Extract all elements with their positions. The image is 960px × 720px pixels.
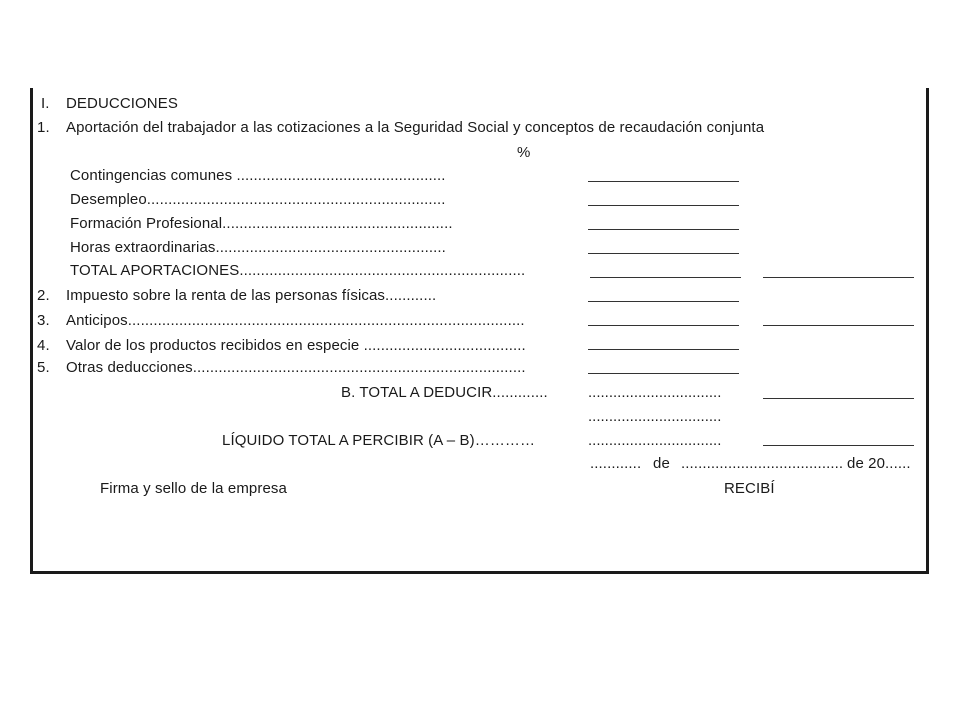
date-year-field[interactable]: de 20...... [847,455,911,472]
blank-percent-anticipos[interactable] [588,325,739,326]
blank-percent-irpf[interactable] [588,301,739,302]
item-5-text: Otras deducciones.............................................................................. [66,359,526,376]
subitem-total-aportaciones: TOTAL APORTACIONES................................................................... [70,262,526,279]
blank-amount-liquido[interactable] [763,445,914,446]
item-1-text: Aportación del trabajador a las cotizaciones a la Seguridad Social y conceptos de recaudación conjunta [66,119,765,136]
item-1-number: 1. [37,119,50,136]
section-number: I. [41,95,50,112]
dotted-field-extra[interactable]: ................................ [588,408,722,425]
subitem-horas-extra: Horas extraordinarias...................................................... [70,239,446,256]
blank-percent-contingencias[interactable] [588,181,739,182]
blank-amount-total-deducir[interactable] [763,398,914,399]
blank-percent-especie[interactable] [588,349,739,350]
blank-amount-total-aportaciones[interactable] [763,277,914,278]
blank-percent-otras[interactable] [588,373,739,374]
item-3-text: Anticipos............................................................................................. [66,312,525,329]
date-de-1: de [653,455,670,472]
dotted-field-total-deducir[interactable]: ................................ [588,384,722,401]
total-deducir-label: B. TOTAL A DEDUCIR............. [341,384,548,401]
blank-percent-formacion[interactable] [588,229,739,230]
deducciones-form [30,88,929,574]
item-4-text: Valor de los productos recibidos en especie ...................................... [66,337,526,354]
section-title: DEDUCCIONES [66,95,178,112]
item-5-number: 5. [37,359,50,376]
percent-header: % [517,144,531,161]
blank-amount-anticipos[interactable] [763,325,914,326]
subitem-formacion: Formación Profesional...................................................... [70,215,453,232]
date-day-field[interactable]: ............ [590,455,642,472]
blank-percent-desempleo[interactable] [588,205,739,206]
subitem-desempleo: Desempleo...................................................................... [70,191,446,208]
blank-percent-total-aportaciones[interactable] [590,277,741,278]
blank-percent-horas-extra[interactable] [588,253,739,254]
recibi-label: RECIBÍ [724,480,775,497]
dotted-field-liquido[interactable]: ................................ [588,432,722,449]
item-3-number: 3. [37,312,50,329]
liquido-total-label: LÍQUIDO TOTAL A PERCIBIR (A – B)………… [222,432,536,449]
firma-label: Firma y sello de la empresa [100,480,287,497]
item-4-number: 4. [37,337,50,354]
item-2-number: 2. [37,287,50,304]
date-month-field[interactable]: ...................................... [681,455,844,472]
item-2-text: Impuesto sobre la renta de las personas físicas............ [66,287,437,304]
subitem-contingencias: Contingencias comunes ................................................. [70,167,446,184]
